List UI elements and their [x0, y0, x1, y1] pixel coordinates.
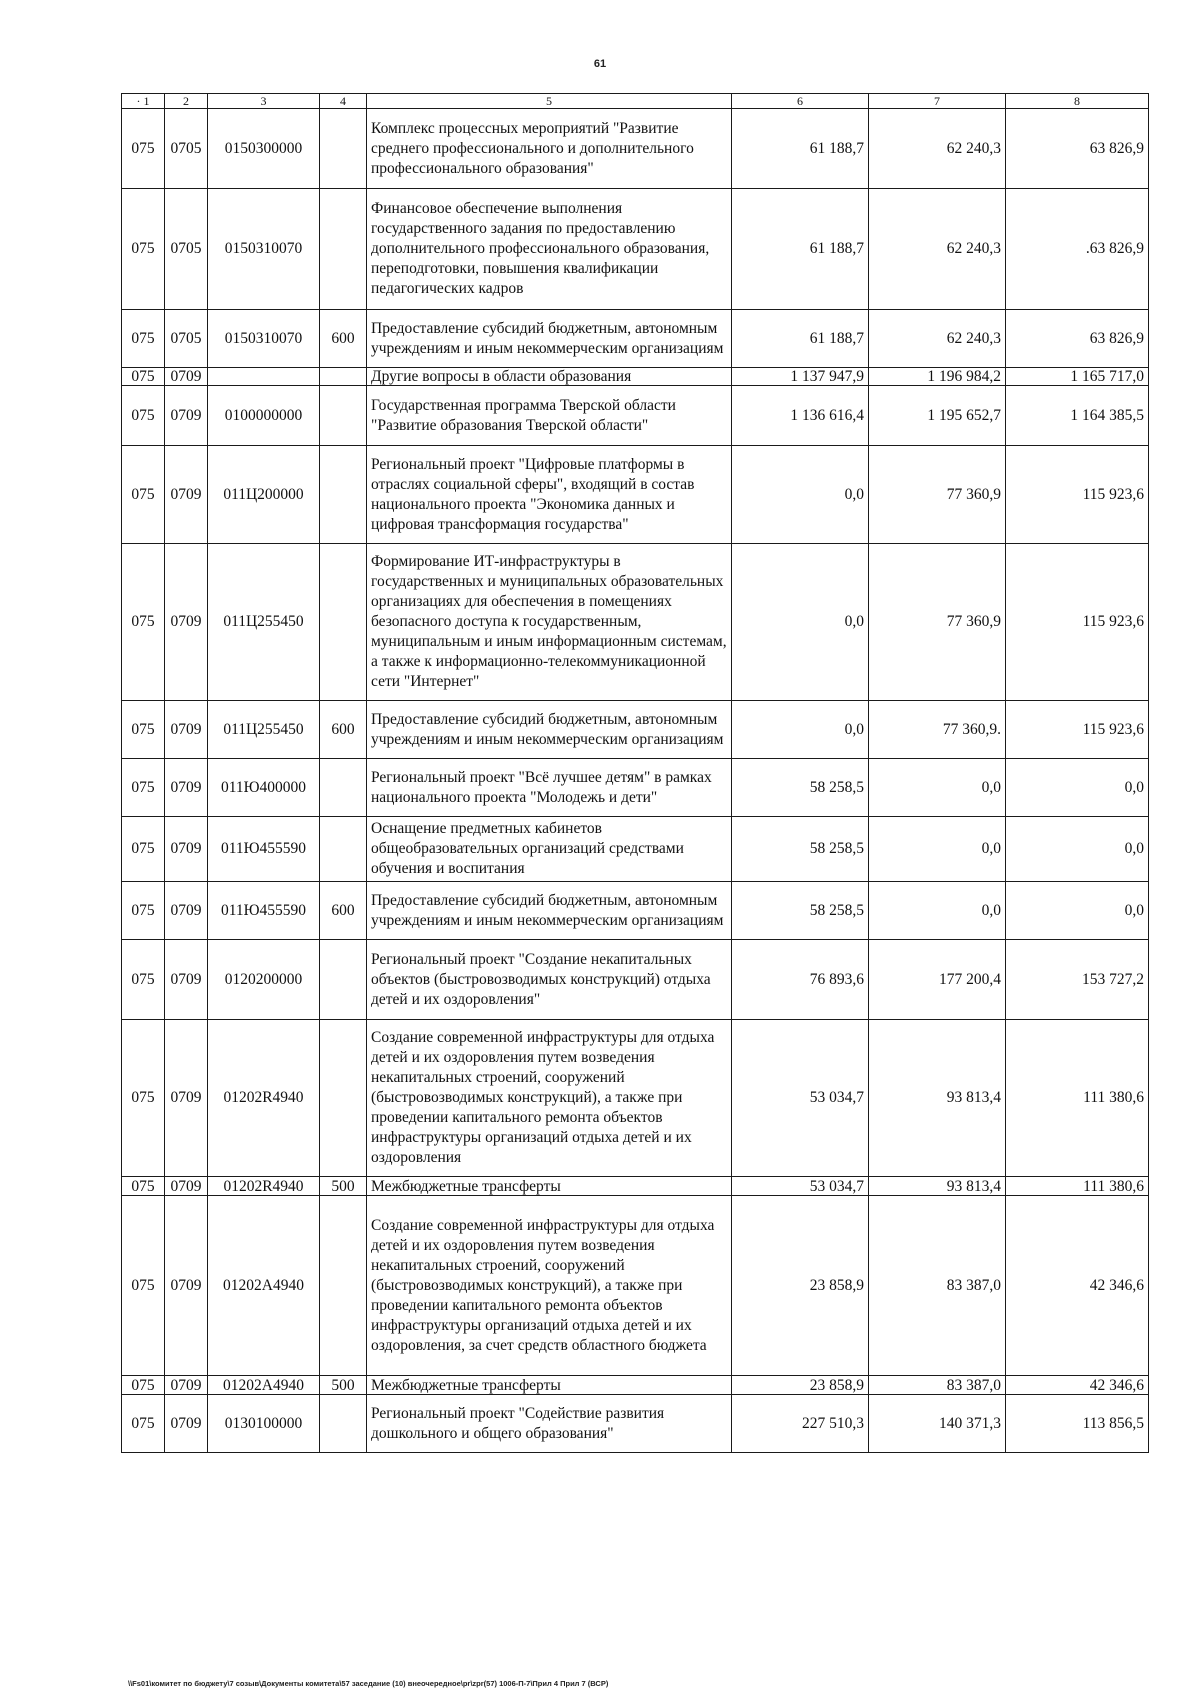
expense-type-cell: [320, 1395, 367, 1453]
expense-type-cell: [320, 544, 367, 701]
amount-col8-cell: 153 727,2: [1006, 940, 1149, 1020]
item-name-cell: Комплекс процессных мероприятий "Развитие среднего профессионального и дополнительного профессионального образования": [367, 109, 732, 189]
target-code-cell: 0100000000: [208, 386, 320, 446]
expense-type-cell: [320, 368, 367, 386]
amount-col8-cell: 1 165 717,0: [1006, 368, 1149, 386]
table-row: [122, 189, 1149, 310]
item-name-cell: Региональный проект "Содействие развития дошкольного и общего образования": [367, 1395, 732, 1453]
table-row: [122, 1196, 1149, 1376]
admin-code-cell: 075: [122, 1395, 165, 1453]
admin-code-cell: 075: [122, 310, 165, 368]
amount-col8-cell: 0,0: [1006, 882, 1149, 940]
table-row: [122, 882, 1149, 940]
column-number-5: 5: [367, 94, 732, 109]
table-body: [122, 109, 1149, 1453]
admin-code-cell: 075: [122, 1020, 165, 1177]
amount-col6-cell: 1 137 947,9: [732, 368, 869, 386]
target-code-cell: 0150310070: [208, 310, 320, 368]
admin-code-cell: 075: [122, 544, 165, 701]
amount-col7-cell: 77 360,9.: [869, 701, 1006, 759]
amount-col6-cell: 53 034,7: [732, 1177, 869, 1196]
target-code-cell: 01202A4940: [208, 1196, 320, 1376]
item-name-cell: Межбюджетные трансферты: [367, 1177, 732, 1196]
amount-col7-cell: 93 813,4: [869, 1177, 1006, 1196]
table-row: [122, 544, 1149, 701]
amount-col7-cell: 83 387,0: [869, 1196, 1006, 1376]
column-number-4: 4: [320, 94, 367, 109]
column-number-7: 7: [869, 94, 1006, 109]
section-code-cell: 0709: [165, 701, 208, 759]
section-code-cell: 0705: [165, 109, 208, 189]
item-name-cell: Оснащение предметных кабинетов общеобразовательных организаций средствами обучения и воспитания: [367, 817, 732, 882]
admin-code-cell: 075: [122, 109, 165, 189]
item-name-cell: Предоставление субсидий бюджетным, автономным учреждениям и иным некоммерческим организациям: [367, 882, 732, 940]
amount-col6-cell: 61 188,7: [732, 310, 869, 368]
amount-col6-cell: 0,0: [732, 544, 869, 701]
target-code-cell: 0150310070: [208, 189, 320, 310]
column-number-6: 6: [732, 94, 869, 109]
amount-col6-cell: 61 188,7: [732, 189, 869, 310]
target-code-cell: 0130100000: [208, 1395, 320, 1453]
section-code-cell: 0709: [165, 368, 208, 386]
amount-col7-cell: 0,0: [869, 882, 1006, 940]
admin-code-cell: 075: [122, 368, 165, 386]
target-code-cell: 011Ц255450: [208, 701, 320, 759]
section-code-cell: 0709: [165, 882, 208, 940]
table-row: [122, 759, 1149, 817]
expense-type-cell: [320, 817, 367, 882]
target-code-cell: 011Ю455590: [208, 817, 320, 882]
amount-col8-cell: 42 346,6: [1006, 1196, 1149, 1376]
section-code-cell: 0709: [165, 446, 208, 544]
amount-col8-cell: 111 380,6: [1006, 1177, 1149, 1196]
target-code-cell: [208, 368, 320, 386]
expense-type-cell: [320, 1196, 367, 1376]
target-code-cell: 0120200000: [208, 940, 320, 1020]
amount-col8-cell: 115 923,6: [1006, 701, 1149, 759]
amount-col8-cell: 111 380,6: [1006, 1020, 1149, 1177]
item-name-cell: Создание современной инфраструктуры для отдыха детей и их оздоровления путем возведения некапитальных строений, сооружений (быстровозводимых конструкций), а также при проведении капитального ремонта объектов инфраструктуры организаций отдыха детей и их оздоровления: [367, 1020, 732, 1177]
section-code-cell: 0709: [165, 1196, 208, 1376]
section-code-cell: 0709: [165, 1020, 208, 1177]
amount-col7-cell: 62 240,3: [869, 310, 1006, 368]
target-code-cell: 011Ц200000: [208, 446, 320, 544]
amount-col7-cell: 77 360,9: [869, 544, 1006, 701]
amount-col6-cell: 53 034,7: [732, 1020, 869, 1177]
section-code-cell: 0709: [165, 544, 208, 701]
amount-col8-cell: 115 923,6: [1006, 544, 1149, 701]
expense-type-cell: [320, 189, 367, 310]
section-code-cell: 0709: [165, 817, 208, 882]
expense-type-cell: 600: [320, 310, 367, 368]
amount-col6-cell: 23 858,9: [732, 1196, 869, 1376]
table-row: [122, 109, 1149, 189]
amount-col8-cell: 0,0: [1006, 817, 1149, 882]
item-name-cell: Формирование ИТ-инфраструктуры в государственных и муниципальных образовательных организациях для обеспечения в помещениях безопасного доступа к государственным, муниципальным и иным информационным системам, а также к информационно-телекоммуникационной сети "Интернет": [367, 544, 732, 701]
column-number-1: · 1: [122, 94, 165, 109]
table-row: [122, 368, 1149, 386]
table-row: [122, 1395, 1149, 1453]
amount-col7-cell: 1 196 984,2: [869, 368, 1006, 386]
admin-code-cell: 075: [122, 1196, 165, 1376]
column-number-2: 2: [165, 94, 208, 109]
section-code-cell: 0709: [165, 940, 208, 1020]
amount-col7-cell: 177 200,4: [869, 940, 1006, 1020]
section-code-cell: 0709: [165, 1376, 208, 1395]
section-code-cell: 0705: [165, 189, 208, 310]
amount-col6-cell: 1 136 616,4: [732, 386, 869, 446]
section-code-cell: 0709: [165, 1395, 208, 1453]
amount-col7-cell: 93 813,4: [869, 1020, 1006, 1177]
section-code-cell: 0709: [165, 1177, 208, 1196]
item-name-cell: Региональный проект "Всё лучшее детям" в рамках национального проекта "Молодежь и дети": [367, 759, 732, 817]
column-numbers-row: [122, 94, 1149, 109]
amount-col6-cell: 58 258,5: [732, 817, 869, 882]
expense-type-cell: 600: [320, 882, 367, 940]
item-name-cell: Создание современной инфраструктуры для отдыха детей и их оздоровления путем возведения некапитальных строений, сооружений (быстровозводимых конструкций), а также при проведении капитального ремонта объектов инфраструктуры организаций отдыха детей и их оздоровления, за счет средств областного бюджета: [367, 1196, 732, 1376]
admin-code-cell: 075: [122, 1376, 165, 1395]
admin-code-cell: 075: [122, 386, 165, 446]
amount-col8-cell: 113 856,5: [1006, 1395, 1149, 1453]
target-code-cell: 01202A4940: [208, 1376, 320, 1395]
expense-type-cell: 600: [320, 701, 367, 759]
expense-type-cell: [320, 386, 367, 446]
table-row: [122, 817, 1149, 882]
amount-col6-cell: 227 510,3: [732, 1395, 869, 1453]
expense-type-cell: [320, 940, 367, 1020]
expense-type-cell: [320, 759, 367, 817]
amount-col6-cell: 76 893,6: [732, 940, 869, 1020]
target-code-cell: 011Ц255450: [208, 544, 320, 701]
amount-col6-cell: 58 258,5: [732, 882, 869, 940]
amount-col8-cell: 63 826,9: [1006, 310, 1149, 368]
section-code-cell: 0709: [165, 386, 208, 446]
amount-col8-cell: 42 346,6: [1006, 1376, 1149, 1395]
item-name-cell: Региональный проект "Создание некапитальных объектов (быстровозводимых конструкций) отдыха детей и их оздоровления": [367, 940, 732, 1020]
admin-code-cell: 075: [122, 701, 165, 759]
item-name-cell: Государственная программа Тверской области "Развитие образования Тверской области": [367, 386, 732, 446]
page-number: 61: [593, 58, 607, 70]
column-number-3: 3: [208, 94, 320, 109]
table-row: [122, 940, 1149, 1020]
expense-type-cell: 500: [320, 1177, 367, 1196]
amount-col7-cell: 83 387,0: [869, 1376, 1006, 1395]
amount-col6-cell: 0,0: [732, 701, 869, 759]
amount-col7-cell: 62 240,3: [869, 189, 1006, 310]
budget-table: [121, 93, 1149, 1453]
amount-col7-cell: 62 240,3: [869, 109, 1006, 189]
expense-type-cell: [320, 1020, 367, 1177]
amount-col6-cell: 0,0: [732, 446, 869, 544]
admin-code-cell: 075: [122, 759, 165, 817]
table-row: [122, 1177, 1149, 1196]
column-number-8: 8: [1006, 94, 1149, 109]
target-code-cell: 011Ю400000: [208, 759, 320, 817]
table-row: [122, 310, 1149, 368]
table-row: [122, 446, 1149, 544]
admin-code-cell: 075: [122, 817, 165, 882]
amount-col7-cell: 0,0: [869, 817, 1006, 882]
table-row: [122, 1376, 1149, 1395]
target-code-cell: 0150300000: [208, 109, 320, 189]
target-code-cell: 011Ю455590: [208, 882, 320, 940]
item-name-cell: Другие вопросы в области образования: [367, 368, 732, 386]
item-name-cell: Предоставление субсидий бюджетным, автономным учреждениям и иным некоммерческим организациям: [367, 310, 732, 368]
amount-col6-cell: 61 188,7: [732, 109, 869, 189]
file-path-footer: \\Fs01\комитет по бюджету\7 созыв\Документы комитета\57 заседание (10) внеочередное\pr\zpr(57) 1006-П-7\Прил 4 Прил 7 (ВСР): [128, 1679, 609, 1688]
amount-col7-cell: 77 360,9: [869, 446, 1006, 544]
amount-col8-cell: .63 826,9: [1006, 189, 1149, 310]
admin-code-cell: 075: [122, 882, 165, 940]
target-code-cell: 01202R4940: [208, 1020, 320, 1177]
target-code-cell: 01202R4940: [208, 1177, 320, 1196]
admin-code-cell: 075: [122, 189, 165, 310]
item-name-cell: Предоставление субсидий бюджетным, автономным учреждениям и иным некоммерческим организациям: [367, 701, 732, 759]
amount-col7-cell: 0,0: [869, 759, 1006, 817]
expense-type-cell: [320, 446, 367, 544]
amount-col8-cell: 1 164 385,5: [1006, 386, 1149, 446]
item-name-cell: Финансовое обеспечение выполнения государственного задания по предоставлению дополнительного профессионального образования, переподготовки, повышения квалификации педагогических кадров: [367, 189, 732, 310]
amount-col8-cell: 115 923,6: [1006, 446, 1149, 544]
amount-col8-cell: 63 826,9: [1006, 109, 1149, 189]
section-code-cell: 0705: [165, 310, 208, 368]
item-name-cell: Межбюджетные трансферты: [367, 1376, 732, 1395]
amount-col8-cell: 0,0: [1006, 759, 1149, 817]
table-row: [122, 1020, 1149, 1177]
expense-type-cell: 500: [320, 1376, 367, 1395]
admin-code-cell: 075: [122, 1177, 165, 1196]
table-row: [122, 386, 1149, 446]
expense-type-cell: [320, 109, 367, 189]
amount-col7-cell: 1 195 652,7: [869, 386, 1006, 446]
admin-code-cell: 075: [122, 940, 165, 1020]
amount-col7-cell: 140 371,3: [869, 1395, 1006, 1453]
amount-col6-cell: 23 858,9: [732, 1376, 869, 1395]
amount-col6-cell: 58 258,5: [732, 759, 869, 817]
table-row: [122, 701, 1149, 759]
item-name-cell: Региональный проект "Цифровые платформы в отраслях социальной сферы", входящий в состав национального проекта "Экономика данных и цифровая трансформация государства": [367, 446, 732, 544]
admin-code-cell: 075: [122, 446, 165, 544]
section-code-cell: 0709: [165, 759, 208, 817]
